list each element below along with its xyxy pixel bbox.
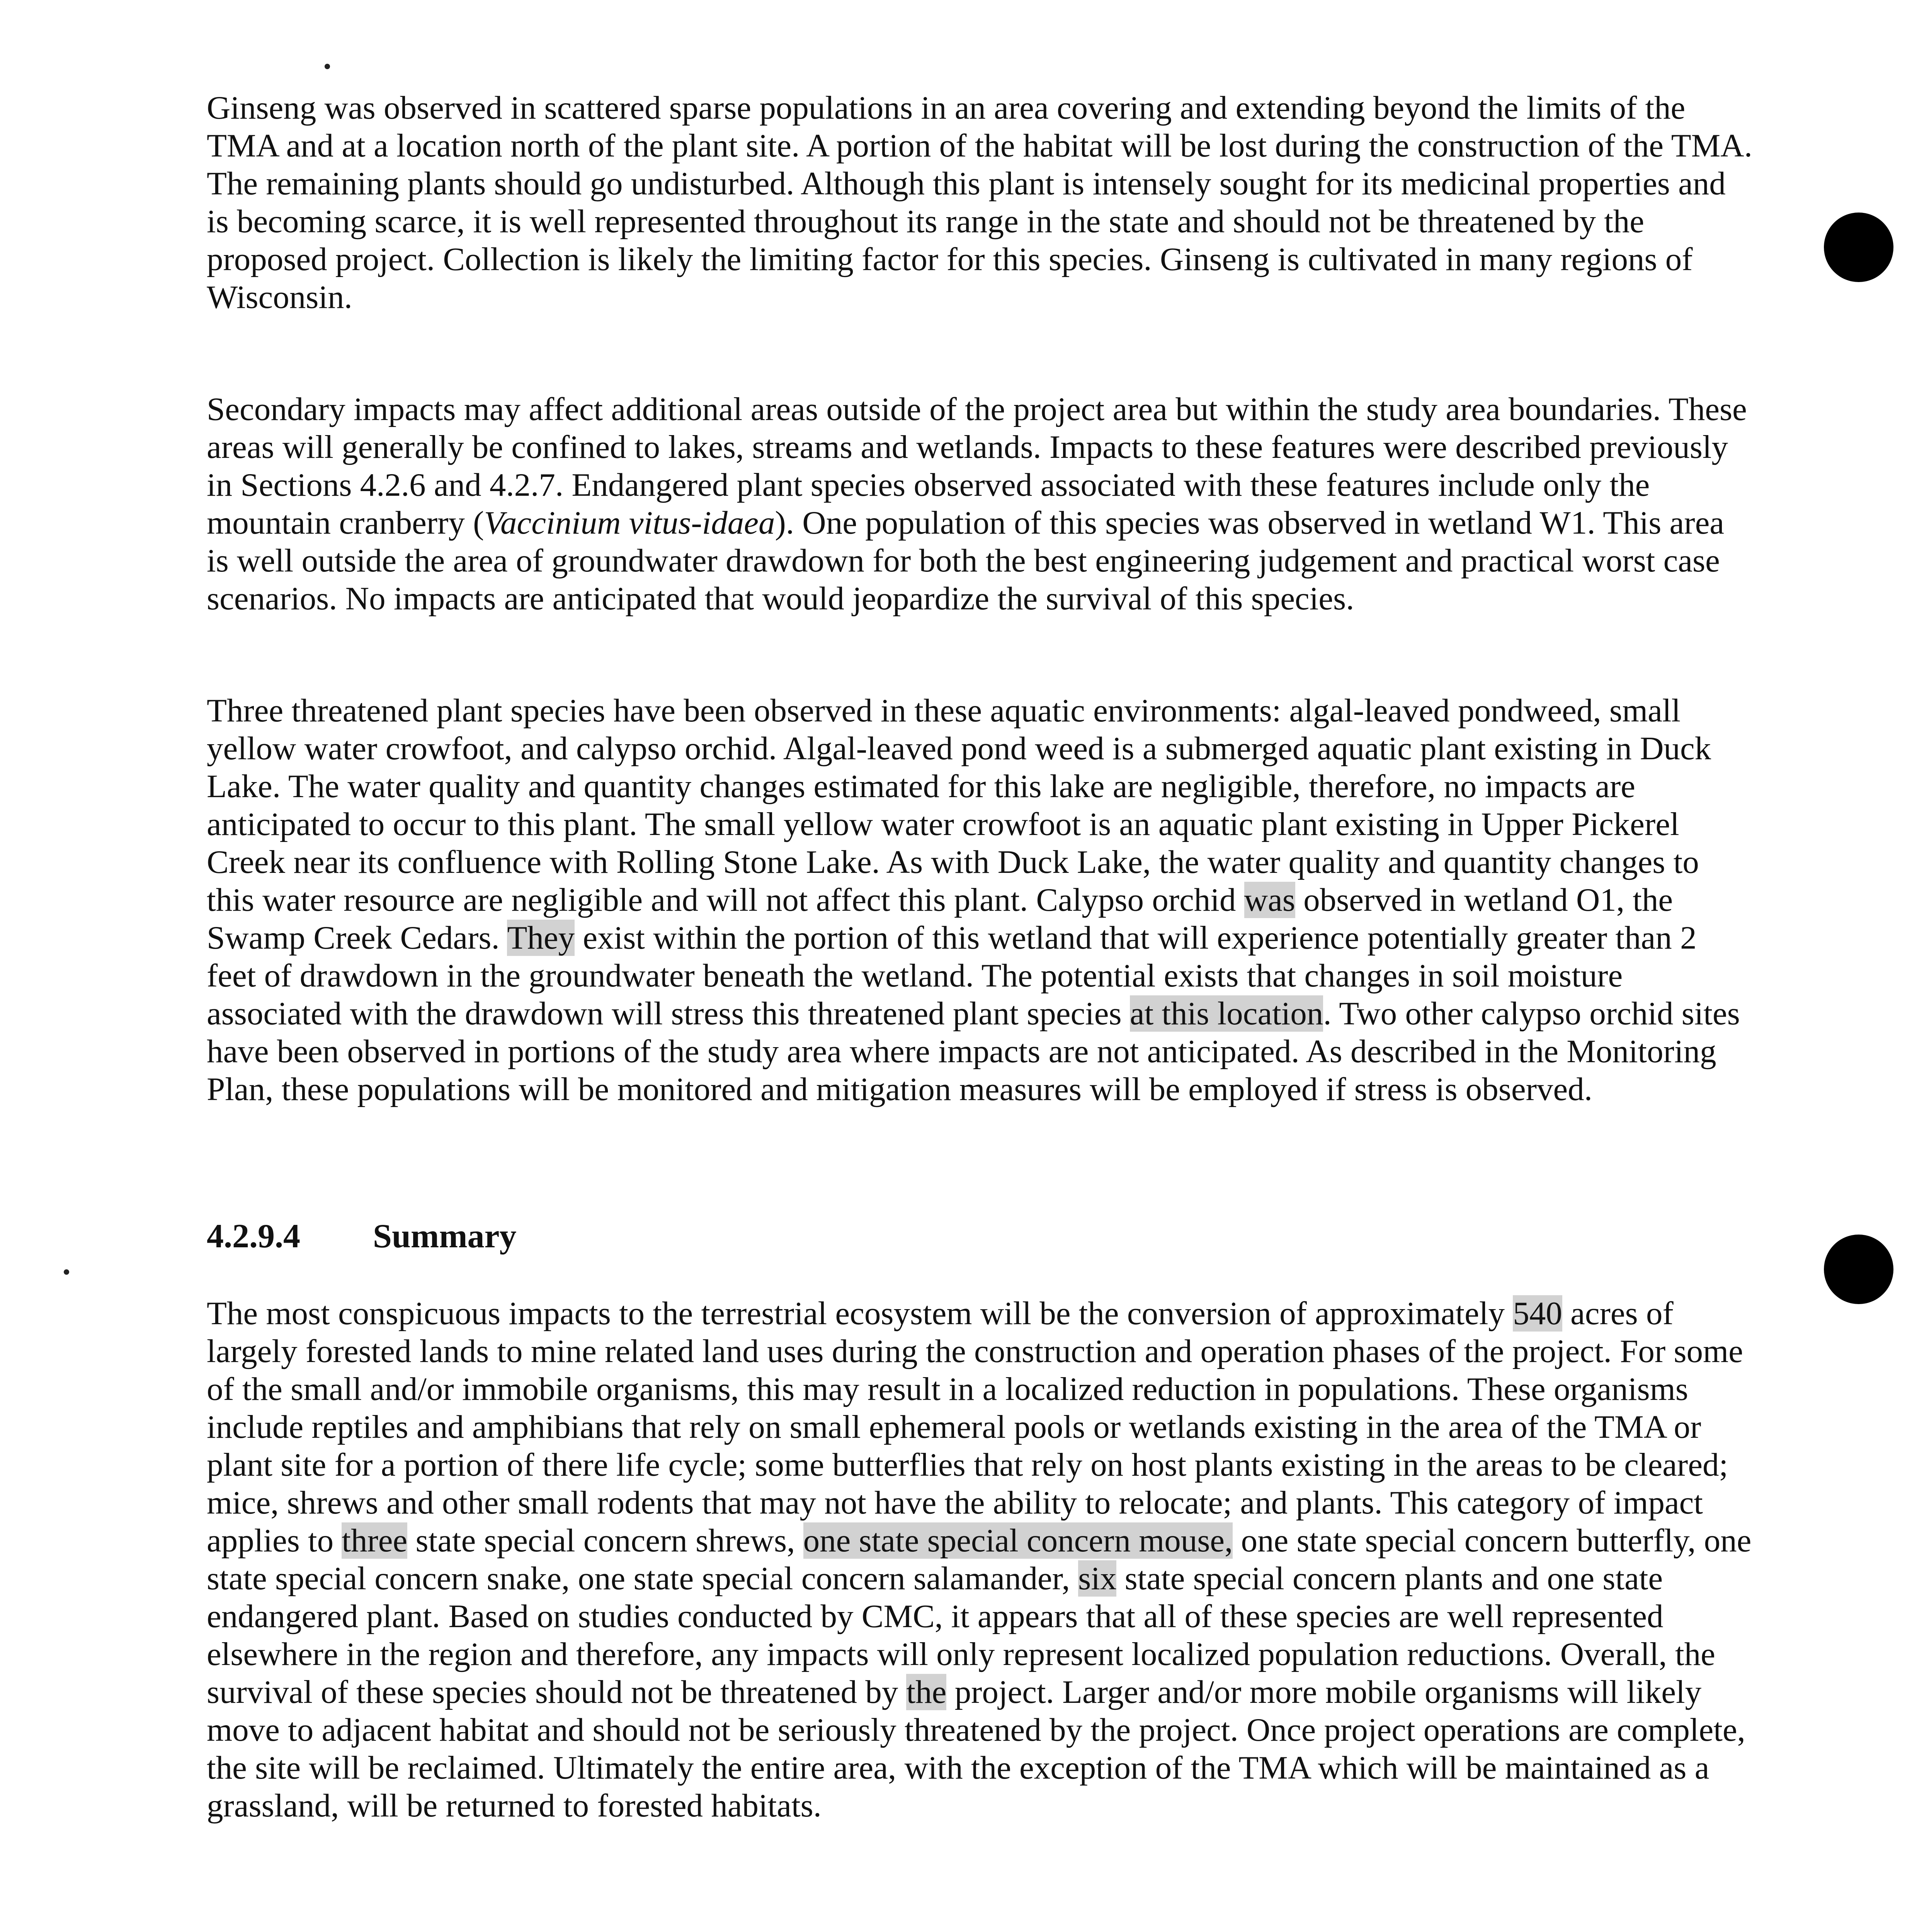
paragraph-secondary-impacts: Secondary impacts may affect additional areas outside of the project area but within the study area boundaries. These areas will generally be confined to lakes, streams and wetlands. Impacts to these features were described previously in Sections 4.2.6 and 4.2.7. Endangered plant species observed associated with these features include only the mountain cranberry (Vaccinium vitus-idaea). One population of this species was observed in wetland W1. This area is well outside the area of groundwater drawdown for both the best engineering judgement and practical worst case scenarios. No impacts are anticipated that would jeopardize the survival of this species. <box>207 391 1747 617</box>
revision-bullet-marker <box>1824 1235 1893 1304</box>
paragraph-summary: The most conspicuous impacts to the terrestrial ecosystem will be the conversion of approximately 540 acres of largely forested lands to mine related land uses during the construction and operation phases of the project. For some of the small and/or immobile organisms, this may result in a localized reduction in populations. These organisms include reptiles and amphibians that rely on small ephemeral pools or wetlands existing in the area of the TMA or plant site for a portion of there life cycle; some butterflies that rely on host plants existing in the areas to be cleared; mice, shrews and other small rodents that may not have the ability to relocate; and plants. This category of impact applies to three state special concern shrews, one state special concern mouse, one state special concern butterfly, one state special concern snake, one state special concern salamander, six state special concern plants and one state endangered plant. Based on studies conducted by CMC, it appears that all of these species are well represented elsewhere in the region and therefore, any impacts will only represent localized population reductions. Overall, the survival of these species should not be threatened by the project. Larger and/or more mobile organisms will likely move to adjacent habitat and should not be seriously threatened by the project. Once project operations are complete, the site will be reclaimed. Ultimately the entire area, with the exception of the TMA which will be maintained as a grassland, will be returned to forested habitats. <box>207 1295 1752 1824</box>
paragraph-threatened-species: Three threatened plant species have been observed in these aquatic environments: algal-leaved pondweed, small yellow water crowfoot, and calypso orchid. Algal-leaved pond weed is a submerged aquatic plant existing in Duck Lake. The water quality and quantity changes estimated for this lake are negligible, therefore, no impacts are anticipated to occur to this plant. The small yellow water crowfoot is an aquatic plant existing in Upper Pickerel Creek near its confluence with Rolling Stone Lake. As with Duck Lake, the water quality and quantity changes to this water resource are negligible and will not affect this plant. Calypso orchid was observed in wetland O1, the Swamp Creek Cedars. They exist within the portion of this wetland that will experience potentially greater than 2 feet of drawdown in the groundwater beneath the wetland. The potential exists that changes in soil moisture associated with the drawdown will stress this threatened plant species at this location. Two other calypso orchid sites have been observed in portions of the study area where impacts are not anticipated. As described in the Monitoring Plan, these populations will be monitored and mitigation measures will be employed if stress is observed. <box>207 692 1740 1107</box>
revision-bullet-marker <box>1824 213 1893 282</box>
section-heading-summary <box>207 1217 517 1256</box>
section-title: Summary <box>373 1218 517 1255</box>
scan-speck <box>64 1269 69 1275</box>
revision-highlight: three <box>342 1522 408 1559</box>
revision-highlight: 540 <box>1513 1295 1562 1332</box>
section-number: 4.2.9.4 <box>207 1218 300 1255</box>
species-name-italic: Vaccinium vitus-idaea <box>484 505 775 541</box>
paragraph-ginseng: Ginseng was observed in scattered sparse populations in an area covering and extending beyond the limits of the TMA and at a location north of the plant site. A portion of the habitat will be lost during the construction of the TMA. The remaining plants should go undisturbed. Although this plant is intensely sought for its medicinal properties and is becoming scarce, it is well represented throughout its range in the state and should not be threatened by the proposed project. Collection is likely the limiting factor for this species. Ginseng is cultivated in many regions of Wisconsin. <box>207 90 1752 315</box>
revision-highlight: one state special concern mouse, <box>803 1522 1233 1559</box>
revision-highlight: six <box>1078 1560 1117 1597</box>
revision-highlight: the <box>906 1674 947 1710</box>
revision-highlight: was <box>1244 882 1295 918</box>
scan-speck <box>325 64 330 69</box>
revision-highlight: at this location <box>1130 995 1323 1032</box>
revision-highlight: They <box>507 920 575 956</box>
